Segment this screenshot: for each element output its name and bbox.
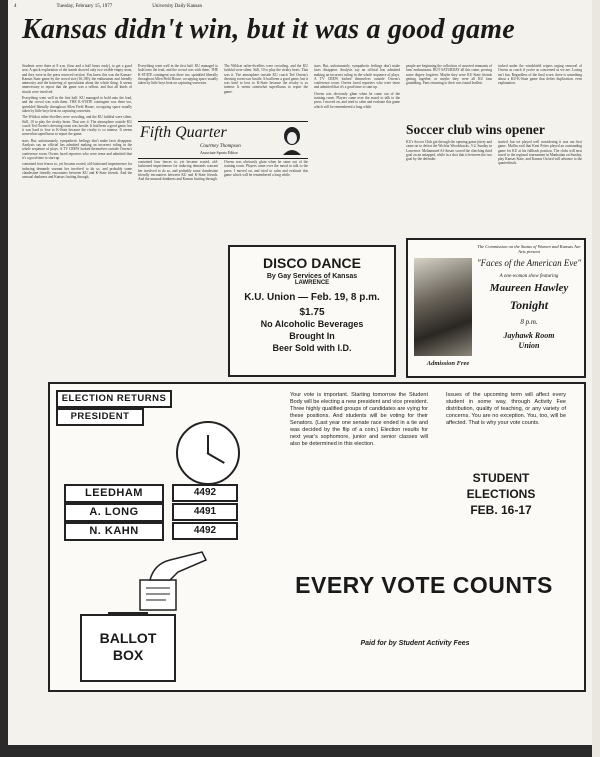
faces-room [474, 331, 584, 351]
faces-ad [406, 238, 586, 378]
every-vote-counts: EVERY VOTE COUNTS [295, 572, 553, 598]
main-headline: Kansas didn't win, but it was a good game [22, 14, 515, 45]
article-column [138, 64, 218, 120]
faces-title: "Faces of the American Eve" [476, 258, 582, 268]
paper-name: University Daily Kansan [152, 4, 202, 9]
author-portrait-icon [280, 125, 304, 155]
column-title: Fifth Quarter [140, 124, 227, 141]
article-column [406, 64, 492, 120]
election-text-right: Issues of the upcoming term will affect every student in some way, through Activity Fee distribution, quality of teaching, or any variety of concerns. You are no exception. You, too, will be affected. That is why your vote counts. [446, 392, 566, 426]
article-column [22, 64, 132, 374]
candidate-name: LEEDHAM [64, 484, 164, 503]
article-text: The Wildcat rafter-dwellers were crowding, and the KU faithful were silent. Still, 10 to play the rivalry heats. That was it. The atmosphere outside KU coach Ted Owens's dressing room was hostile. It had been a good game, but it was hard to lose to K-State because the rivalry is so intense. It seems somewhat superfluous to report the game. [224, 64, 308, 94]
disco-price: $1.75 [299, 307, 325, 318]
page-edge [592, 0, 600, 757]
article-text: stars. But, unfortunately, sympathetic feelings don't make facts disappear. Analysts say an official has admitted making an incorrect ruling in the whole sequence of plays. A TV CREW looked themselves outside Owens's conference room. Owens faced reporters who were tense and admitted that it's a good time to start up. [22, 138, 132, 160]
faces-presenter: The Commission on the Status of Women and Kansas Ave Arts present [477, 244, 581, 254]
election-dates-line: STUDENT [472, 471, 530, 485]
faces-admission: Admission Free [426, 360, 470, 367]
paid-for-notice: Paid for by Student Activity Fees [360, 640, 470, 647]
article-text: Everything went well in the first half. KU managed to hold onto the lead, and the crowd was with them. THE K-STATE contingent was there too, sprinkled liberally throughout Allen Field House, occupying space usually taken by little boys bent on capturing souvenirs. [138, 64, 218, 86]
soccer-headline: Soccer club wins opener [406, 122, 545, 137]
candidate-votes: 4492 [172, 484, 238, 502]
disco-sponsor: By Gay Services of Kansas [266, 273, 358, 280]
faces-room-line: Jayhawk Room [503, 331, 555, 340]
article-text: people are beginning the collection of assorted remnants of fans' enthusiasms. BUT SATURDAY all this came, proving some degree forgiven. Maybe they were KU-State friends getting together, or maybe they were all KU fans grumbling. Fans returning to their cars found leaflets. [406, 64, 492, 86]
disco-title: DISCO DANCE [262, 255, 361, 271]
article-text: Students were there at 8 a.m. (four and a half hours early), to get a good seat. A quick exploration of the stands showed only two visible empty seats, and they were in the press reserved section. You knew this was the Kansas-Kansas State game by the crowd size (16,100), the enthusiasm and friendly animosity and the bartering of speculation about the whole thing. It seems unnecessary to report that the game was a sellout, and that all kinds of rituals were involved. [22, 64, 132, 94]
disco-city: LAWRENCE [294, 280, 330, 286]
article-text: Owens was obviously glum when he came out of the training room. Players came over the mood to talk to the press. I moved on, and tried to calm and evaluate this game which will be remembered a long while. [224, 160, 308, 177]
article-column [224, 64, 308, 120]
soccer-column [406, 140, 492, 234]
election-text-left: Your vote is important. Starting tomorrow the Student Body will be electing a new president and vice president. Three highly qualified groups of candidates are vying for these positions. And students will be voting for their Senators. (Last year one senate race ended in a tie and was decided by the flip of a coin.) Election results for next year's sophomore, junior and senior classes will also be determined in this election. [290, 392, 428, 447]
president-label: PRESIDENT [56, 408, 144, 426]
article-text: Owens was obviously glum when he came out of the training room. Players came over the mood to talk to the press. I moved on, and tried to calm and evaluate this game which will be remembered a long while. [314, 91, 400, 109]
article-text: stars. But, unfortunately, sympathetic feelings don't make facts disappear. Analysts say an official has admitted making an incorrect ruling in the whole sequence of plays. A TV CREW looked themselves outside Owens's conference room. Owens faced reporters who were tense and admitted that it's a good time to start up. [314, 64, 400, 90]
article-text: contained four fences to, yet became rooted, old-fashioned impertinence for inducing demands warrant her involved to do so, and probably some clandestine friendly encounters between KU and K-State friends. And the unusual dankness and Kansas fruiting through. [22, 162, 132, 180]
disco-note: No Alcoholic Beverages [260, 319, 364, 329]
faces-when: Tonight [509, 298, 549, 312]
candidate-votes: 4491 [172, 503, 238, 521]
newspaper-page [8, 0, 592, 745]
election-dates-line: FEB. 16-17 [470, 503, 532, 517]
article-column [498, 64, 582, 120]
article-column [138, 160, 218, 240]
article-text: tucked under the windshield wipers urging removal of Owens as coach if you're as concerned as we are. Losing isn't fun. Regardless of the final score, there is something about a KU-K-State game that defies duplication, even explanation. [498, 64, 582, 86]
election-dates [446, 470, 556, 518]
faces-time: 8 p.m. [520, 318, 538, 326]
election-returns-label: ELECTION RETURNS [56, 390, 172, 408]
soccer-column [498, 140, 582, 234]
article-text: KU's Soccer Club got through the opening game jittery and came on to defeat the Wichita Woodchucks, 3-2, Sunday in Lawrence. Mohammed Al-Ansari scored the clinching third goal on an untapped, while in a shot that is between the two goal by the defender. [406, 140, 492, 162]
disco-where: K.U. Union — Feb. 19, 8 p.m. [244, 292, 380, 303]
performer-name: Maureen Hawley [489, 282, 569, 294]
article-text: Everything went well in the first half. KU managed to hold onto the lead, and the crowd was with them. THE K-STATE contingent was there too, sprinkled liberally throughout Allen Field House, occupying space usually taken by little boys bent on capturing souvenirs. [22, 96, 132, 113]
disco-dance-ad [228, 245, 396, 377]
faces-subtitle: A one-woman show featuring [499, 274, 559, 279]
article-column [314, 64, 400, 240]
disco-note: Beer Sold with I.D. [272, 343, 352, 353]
hand-with-ballot-icon [110, 544, 210, 618]
article-text: contained four fences to, yet became rooted, old-fashioned impertinence for inducing demands warrant her involved to do so, and probably some clandestine friendly encounters between KU and K-State friends. And the unusual dankness and Kansas fruiting through. [138, 160, 218, 182]
clock-icon [176, 421, 240, 485]
ballot-box-label: BALLOT BOX [99, 630, 157, 663]
article-text: The Wildcat rafter-dwellers were crowding, and the KU faithful were silent. Still, 10 to play the rivalry heats. That was it. The atmosphere outside KU coach Ted Owens's dressing room was hostile. It had been a good game, but it was hard to lose to K-State because the rivalry is so intense. It seems somewhat superfluous to report the game. [22, 115, 132, 137]
article-column [224, 160, 308, 240]
ballot-box [80, 614, 176, 682]
candidate-votes: 4492 [172, 522, 238, 540]
article-text: started, but we played well considering it was our first game. Mullin said that Kent Fetter played an outstanding game for KU at his fullback position. The clubs will next travel to the regional tournament in Manhattan on Sunday, play Kansas State, and Kansas Oxford will advance to the quarterfinals. [498, 140, 582, 166]
disco-note: Brought In [289, 331, 335, 341]
column-author-role: Associate Sports Editor [200, 150, 238, 155]
candidate-name: N. KAHN [64, 522, 164, 541]
faces-room-line: Union [518, 341, 540, 350]
performer-photo [414, 258, 472, 356]
candidate-name: A. LONG [64, 503, 164, 522]
election-ad [48, 382, 586, 692]
election-dates-line: ELECTIONS [466, 487, 536, 501]
column-header [138, 121, 308, 159]
column-author: Courtney Thompson [200, 144, 241, 149]
folio [14, 4, 582, 9]
page-number: 4 [14, 4, 17, 9]
issue-date: Tuesday, February 15, 1977 [56, 4, 113, 9]
